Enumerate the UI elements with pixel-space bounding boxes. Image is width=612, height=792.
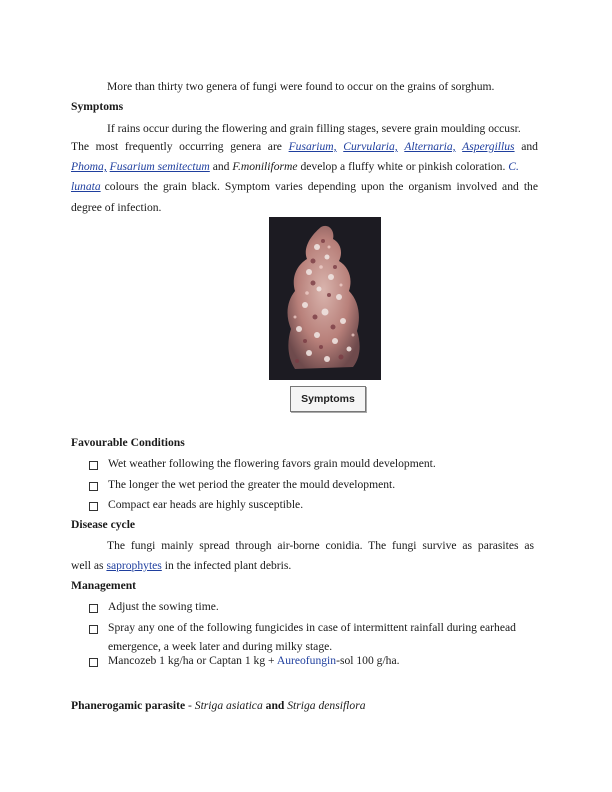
disease-cycle-line1: The fungi mainly spread through air-borne conidia. The fungi survive as parasites as [107,539,534,552]
symptoms-heading: Symptoms [71,100,124,113]
saprophytes-link[interactable]: saprophytes [106,559,162,572]
square-bullet-icon [89,604,98,613]
intro-text: More than thirty two genera of fungi were found to occur on the grains of sorghum. [107,80,495,93]
word: and [212,160,230,173]
word: occurring [179,140,224,153]
word: and [521,140,538,153]
management-item: Adjust the sowing time. [108,600,219,613]
text: well as [71,559,104,572]
curvularia-link[interactable]: Curvularia, [343,140,398,153]
text: in the infected plant debris. [164,559,292,572]
word: genera [230,140,262,153]
dash: - [185,699,195,712]
word: most [95,140,119,153]
phanerogamic-label: Phanerogamic parasite [71,699,186,712]
species-name: Striga asiatica [194,699,263,712]
square-bullet-icon [89,502,98,511]
symptoms-para-line2 [71,140,538,154]
fusarium-link[interactable]: Fusarium, [288,140,337,153]
square-bullet-icon [89,625,98,634]
text: Mancozeb 1 kg/ha or Captan 1 kg + [108,654,275,667]
disease-cycle-heading: Disease cycle [71,518,136,531]
symptoms-para-line4 [71,180,538,194]
word: The [71,140,90,153]
line3-rest: develop a fluffy white or pinkish coloration. [300,160,506,173]
species-name: Striga densiflora [287,699,366,712]
c-letter: C. [508,160,519,173]
lunata-link[interactable]: lunata [71,180,101,193]
symptoms-para-line3 [71,160,519,174]
aspergillus-link[interactable]: Aspergillus [462,140,515,153]
word: are [267,140,282,153]
and-word: and [262,699,288,712]
symptoms-image-caption: Symptoms [290,386,366,412]
square-bullet-icon [89,461,98,470]
favourable-item: The longer the wet period the greater the mould development. [108,478,396,491]
management-item-cont: emergence, a week later and during milky stage. [108,640,333,653]
text: -sol 100 g/ha. [336,654,400,667]
disease-cycle-line2 [71,559,291,573]
favourable-item: Wet weather following the flowering favors grain mould development. [108,457,436,470]
management-item: Spray any one of the following fungicides in case of intermittent rainfall during earhead [108,621,516,634]
favourable-item: Compact ear heads are highly susceptible. [108,498,304,511]
sorghum-panicle-photo [269,217,381,380]
line4-rest: colours the grain black. Symptom varies depending upon the organism involved and the [104,180,538,193]
management-heading: Management [71,579,137,592]
symptoms-para-line1: If rains occur during the flowering and grain filling stages, severe grain moulding occusr. [107,122,521,135]
word: frequently [124,140,173,153]
favourable-conditions-heading: Favourable Conditions [71,436,185,449]
alternaria-link[interactable]: Alternaria, [404,140,456,153]
phanerogamic-parasite-line [71,699,366,713]
aureofungin-link[interactable]: Aureofungin [276,654,337,667]
moniliforme-name: F.moniliforme [232,160,298,173]
phoma-link[interactable]: Phoma, [71,160,107,173]
fusarium-semitectum-link[interactable]: Fusarium semitectum [109,160,210,173]
management-item [108,654,400,668]
square-bullet-icon [89,658,98,667]
square-bullet-icon [89,482,98,491]
grain-mould-image [269,217,381,380]
symptoms-para-line5: degree of infection. [71,201,162,214]
